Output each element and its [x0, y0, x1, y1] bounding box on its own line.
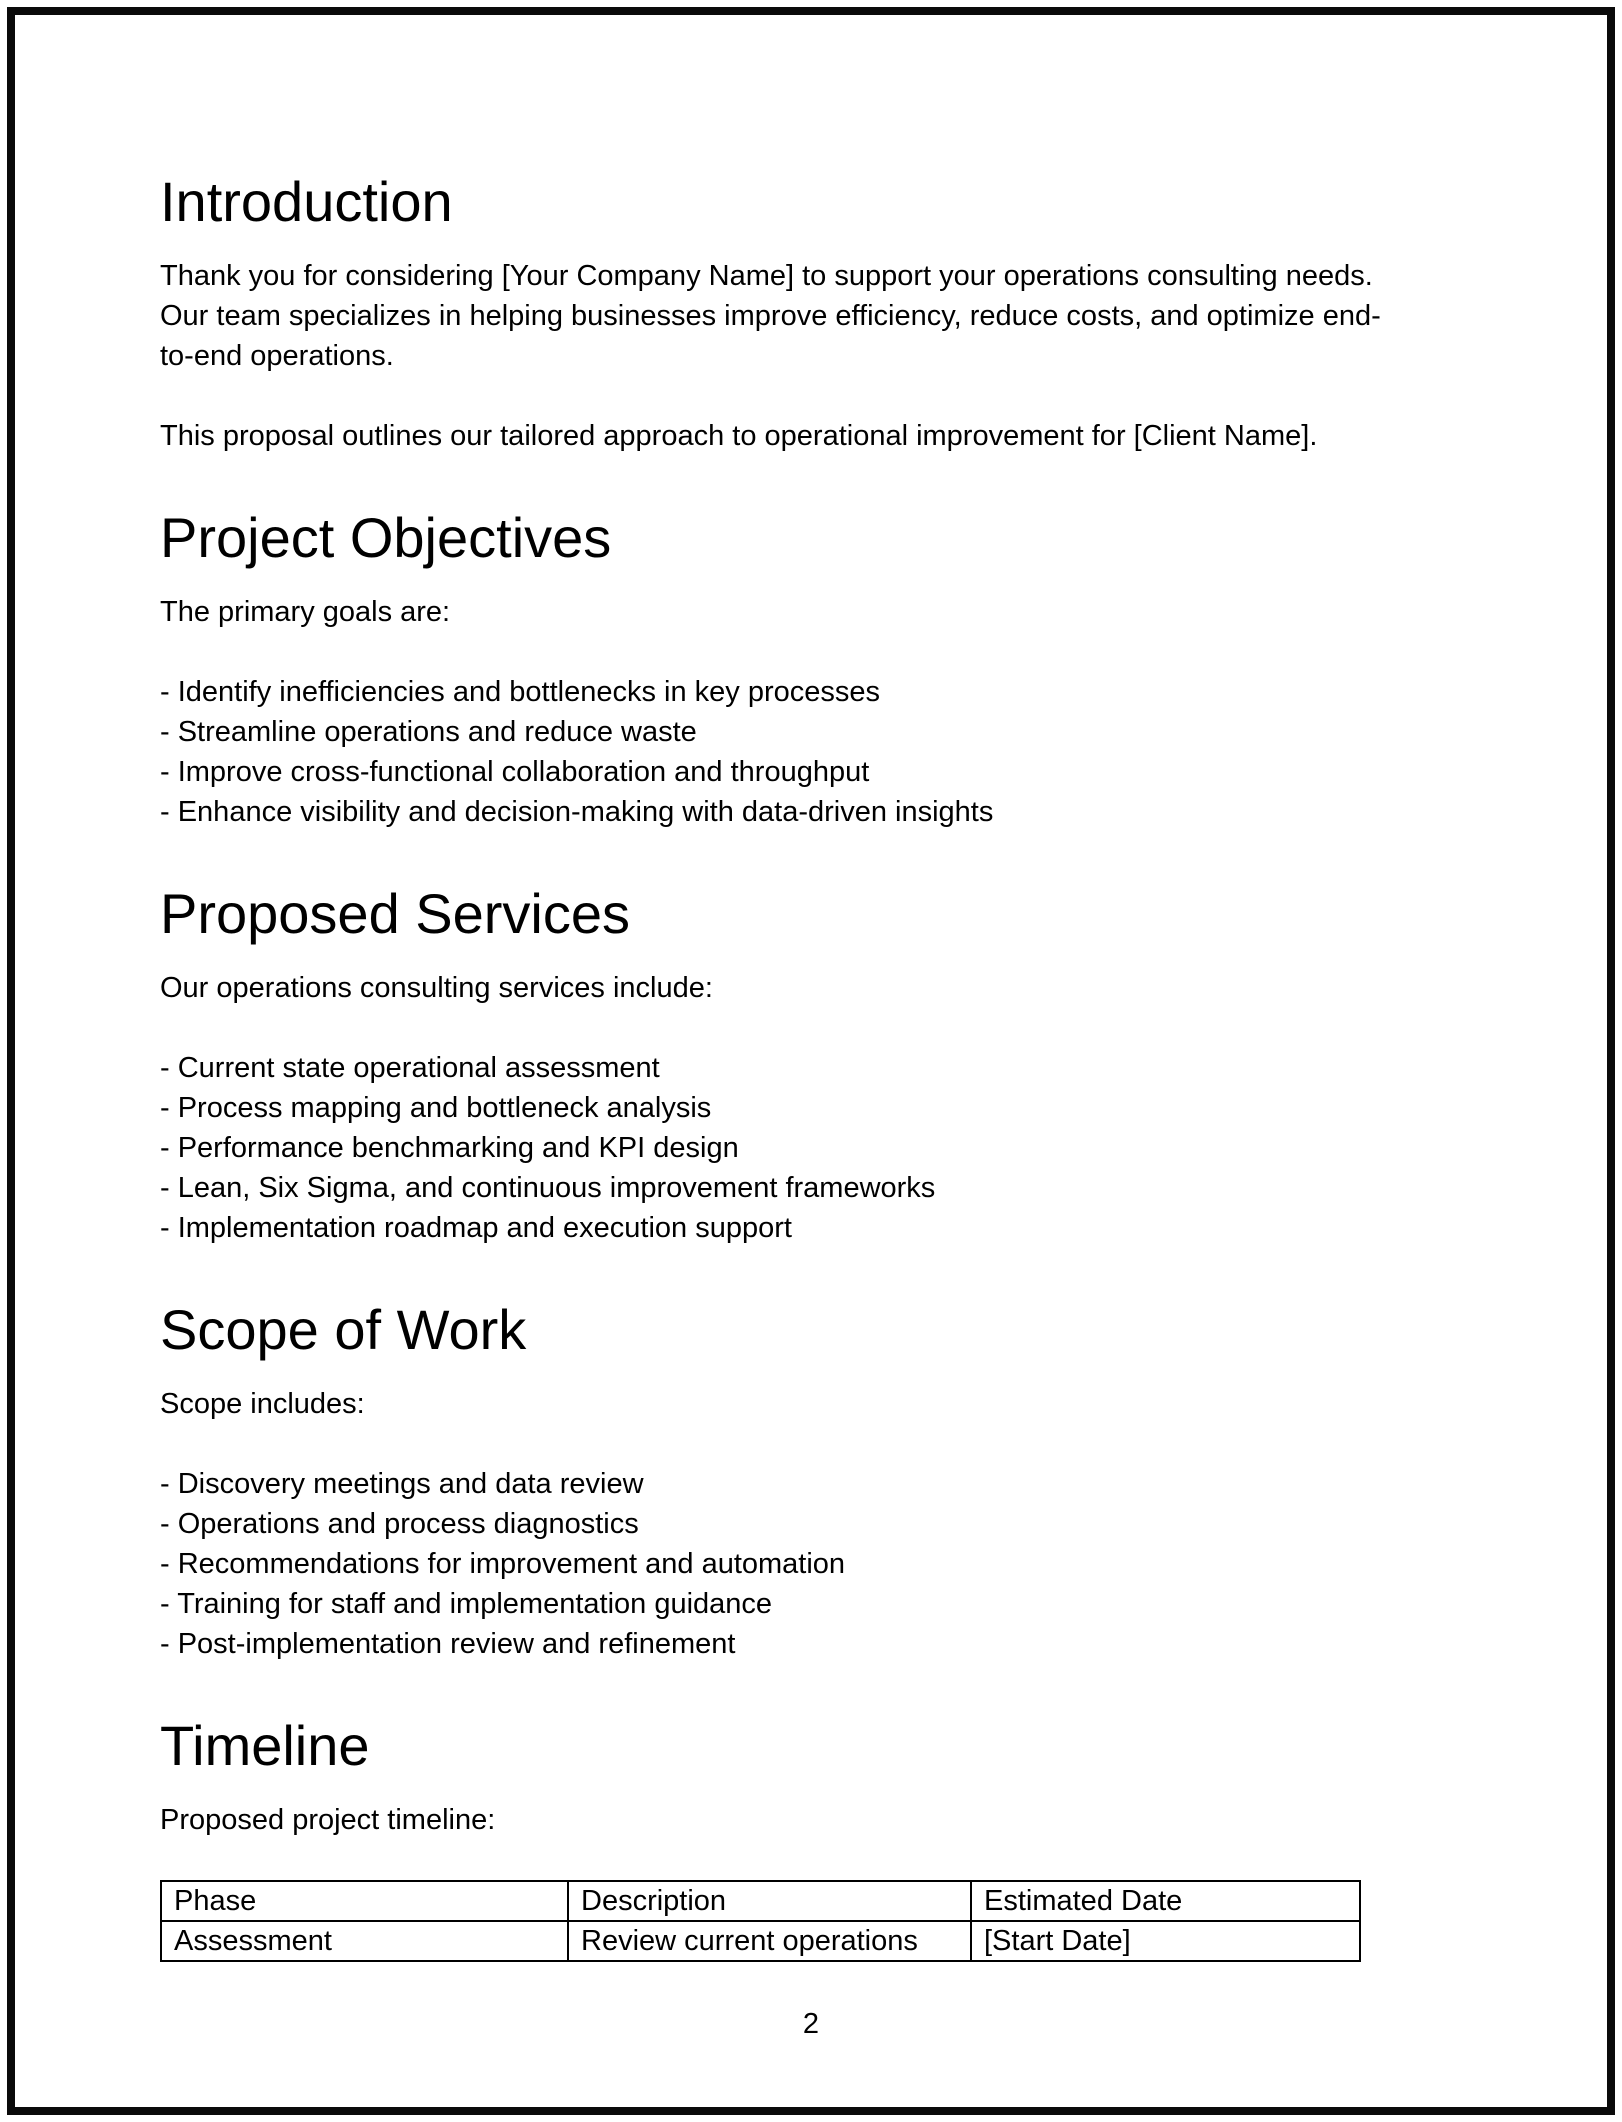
section-heading-introduction: Introduction — [160, 170, 453, 233]
page-content — [15, 15, 1607, 1962]
page-border-frame — [7, 7, 1615, 2115]
bullet-line: - Training for staff and implementation guidance — [160, 1588, 773, 1620]
table-header-estimated-date: Estimated Date — [971, 1881, 1360, 1921]
table-header-row — [161, 1881, 1360, 1921]
intro-paragraph-2: This proposal outlines our tailored approach to operational improvement for [Client Name]. — [160, 420, 1318, 452]
table-header-description: Description — [568, 1881, 971, 1921]
timeline-table — [160, 1880, 1361, 1962]
bullet-line: - Identify inefficiencies and bottlenecks in key processes — [160, 676, 881, 708]
services-intro-paragraph: Our operations consulting services include: — [160, 972, 713, 1004]
services-bullet-list — [160, 1048, 1410, 1248]
section-heading-scope-of-work: Scope of Work — [160, 1298, 527, 1361]
bullet-line: - Implementation roadmap and execution support — [160, 1212, 792, 1244]
table-row — [161, 1921, 1360, 1961]
bullet-line: - Process mapping and bottleneck analysis — [160, 1092, 712, 1124]
scope-intro-paragraph: Scope includes: — [160, 1388, 365, 1420]
scope-bullet-list — [160, 1464, 1410, 1664]
section-heading-timeline: Timeline — [160, 1714, 370, 1777]
bullet-line: - Lean, Six Sigma, and continuous improvement frameworks — [160, 1172, 936, 1204]
bullet-line: - Improve cross-functional collaboration and throughput — [160, 756, 870, 788]
objectives-bullet-list — [160, 672, 1410, 832]
table-cell-estimated-date: [Start Date] — [971, 1921, 1360, 1961]
table-cell-description: Review current operations — [568, 1921, 971, 1961]
table-header-phase: Phase — [161, 1881, 568, 1921]
bullet-line: - Current state operational assessment — [160, 1052, 660, 1084]
bullet-line: - Post-implementation review and refinement — [160, 1628, 736, 1660]
objectives-intro-paragraph: The primary goals are: — [160, 596, 451, 628]
intro-paragraph-1: Thank you for considering [Your Company Name] to support your operations consulting needs. Our team specializes in helping businesses improve efficiency, reduce costs, and optimize end-to-end operations. — [160, 260, 1381, 372]
bullet-line: - Streamline operations and reduce waste — [160, 716, 697, 748]
timeline-intro-paragraph: Proposed project timeline: — [160, 1804, 496, 1836]
bullet-line: - Recommendations for improvement and automation — [160, 1548, 846, 1580]
page-number: 2 — [802, 2008, 820, 2040]
table-cell-phase: Assessment — [161, 1921, 568, 1961]
section-heading-proposed-services: Proposed Services — [160, 882, 631, 945]
bullet-line: - Operations and process diagnostics — [160, 1508, 639, 1540]
bullet-line: - Discovery meetings and data review — [160, 1468, 644, 1500]
section-heading-project-objectives: Project Objectives — [160, 506, 612, 569]
bullet-line: - Performance benchmarking and KPI design — [160, 1132, 739, 1164]
bullet-line: - Enhance visibility and decision-making with data-driven insights — [160, 796, 994, 828]
